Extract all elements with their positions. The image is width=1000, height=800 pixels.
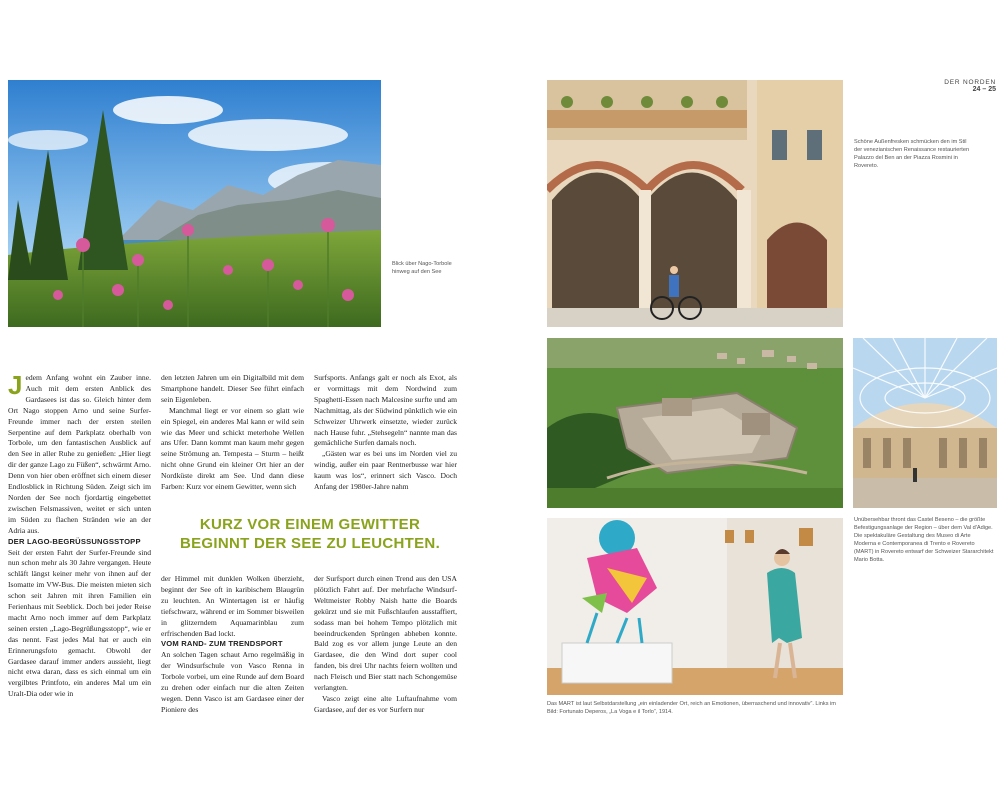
col2-paragraph-2: Manchmal liegt er vor einem so glatt wie ein Spiegel, ein anderes Mal kann er wild sein wie das Meer und schickt meterhohe Wellen ans Ufer. Dann kommt man kaum mehr gegen seine Strömung an. Tempesta – Sturm – heißt nicht ohne Grund ein kleiner Ort hier an der Nordküste direkt am See. Und dann diese Farben: Kurz vor einem Gewitter, wenn sich <box>161 405 304 492</box>
mart-caption: Unübersehbar thront das Castel Beseno – die größte Befestigungsanlage der Region – über dem Val d'Adige. Die spektakuläre Gestaltung des Museo di Arte Moderna e Contemporanea di Trento e Rovereto (MART) in Rovereto entwarf der Schweizer Stararchitekt Mario Botta. <box>854 517 994 563</box>
intro-text: edem Anfang wohnt ein Zauber inne. Auch mit dem ersten Anblick des Gardasees ist das so. Gleich hinter dem Ort Nago stoppen Arno und seine Surfer-Freunde immer nach der ersten steilen Serpentine auf dem Parkplatz oberhalb von Torbole, um den fantastischen Ausblick auf den See in aller Ruhe zu genießen: „Hier liegt dir der ganze Lago zu Füßen“, schwärmt Arno. Denn von hier oben eröffnet sich einem dieser Endlosblick in Richtung Süden. Zeigt sich im Norden der See noch fjordartig eingebettet zwischen Felsmassiven, weitet er sich unten im Süden zu flachen Stränden wie an der Adria aus. <box>8 373 151 535</box>
lake-photo <box>8 80 381 327</box>
art-photo <box>547 518 843 695</box>
article-column-2-bottom <box>161 574 304 716</box>
palazzo-caption: Schöne Außenfresken schmücken den im Stil der venezianischen Renaissance restaurierten Palazzo del Ben an der Piazza Rosmini in Rovereto. <box>854 139 970 169</box>
col3-paragraph-3: Vasco zeigt eine alte Luftaufnahme vom Gardasee, auf der es vor Surfern nur <box>314 693 457 714</box>
article-column-3-top <box>314 373 457 493</box>
col2-body-text: An solchen Tagen schaut Arno regelmäßig in der Windsurfschule von Vasco Renna in Torbole vorbei, um eine Runde auf dem Board zu drehen oder einfach nur die alten Zeiten wegen. Denn Vasco ist am Gardasee einer der Pioniere des <box>161 650 304 714</box>
section-label: DER NORDEN <box>944 79 996 86</box>
lake-caption: Blick über Nago-Torbole hinweg auf den See <box>392 261 452 275</box>
col3-paragraph-2: „Gästen war es bei uns im Norden viel zu windig, außer ein paar Rentnerbusse war hier kaum was los“, erinnert sich Vasco. Doch Anfang der 1980er-Jahre nahm <box>314 449 457 492</box>
art-caption: Das MART ist laut Selbstdarstellung „ein einladender Ort, reich an Emotionen, überraschend und innovativ“. Links im Bild: Fortunato Deperos, „La Voga e il Torlo“, 1914. <box>547 701 836 715</box>
article-column-2-top <box>161 373 304 493</box>
col2-bottom-text: der Himmel mit dunklen Wolken überzieht, beginnt der See oft in karibischem Blaugrün zu leuchten. An Wintertagen ist er häufig tiefschwarz, während er im Sommer bisweilen in glitzerndem Aquamarinblau zum erfrischenden Bad lockt. <box>161 574 304 638</box>
page-header <box>900 79 996 93</box>
page-numbers: 24 – 25 <box>972 86 996 93</box>
pull-quote: KURZ VOR EINEM GEWITTER BEGINNT DER SEE ZU LEUCHTEN. <box>179 516 441 552</box>
article-column-3-bottom <box>314 574 457 716</box>
col3-top-text: Surfsports. Anfangs galt er noch als Exot, als er vormittags mit dem Nordwind zum Spaghetti-Essen nach Malcesine surfte und am Nachmittag, als der Südwind pünktlich wie ein Schweizer Uhrwerk einsetzte, wieder zurück nach Hause fuhr. „Stehsegeln“ nannte man das gemächliche Surfen damals noch. <box>314 373 457 448</box>
drop-cap: J <box>8 370 23 400</box>
col2-top-text: den letzten Jahren um ein Digitalbild mit dem Smartphone handelt. Dieser See führt einfach sein Eigenleben. <box>161 373 304 404</box>
castle-photo <box>547 338 843 508</box>
mart-dome-photo <box>853 338 997 508</box>
article-column-1 <box>8 370 151 700</box>
col1-body-text: Seit der ersten Fahrt der Surfer-Freunde sind nun schon mehr als 30 Jahre vergangen. Heute schläft längst keiner mehr von ihnen auf der Isomatte im VW-Bus. Die meisten mieten sich schon seit Jahren mit ihren Familien ein Ferienhaus mit Seeblick. Doch bei jeder Reise macht Arno noch immer auf dem Parkplatz seinen ersten „Lago-Begrüßungsstopp“, wie er das nennt. Fast jedes Mal hat er auch ein Erinnerungsfoto gemacht. Obwohl der Gardasee darauf immer anders aussieht, liegt nicht etwa daran, dass es sich einmal um ein vergilbtes Printfoto, ein anderes Mal um ein Uralt-Dia oder wie in <box>8 547 151 699</box>
palazzo-photo <box>547 80 843 327</box>
col3-bottom-text: der Surfsport durch einen Trend aus den USA plötzlich Fahrt auf. Der mehrfache Windsurf-Weltmeister Robby Naish hatte die Boards gekürzt und sie mit Fußschlaufen ausstaffiert, sodass man bei hohem Tempo plötzlich mit beeindruckenden Sprüngen abheben konnte. Bald zog es vor allem junge Leute an den Gardasee, die den Wind dort super cool fanden, bis drei Uhr nachts feiern wollten und nach Fleisch und Bier statt nach Schongemüse verlangten. <box>314 574 457 693</box>
subhead-trendsport: VOM RAND- ZUM TRENDSPORT <box>161 639 283 649</box>
subhead-lago-stopp: DER LAGO-BEGRÜSSUNGSSTOPP <box>8 536 141 546</box>
